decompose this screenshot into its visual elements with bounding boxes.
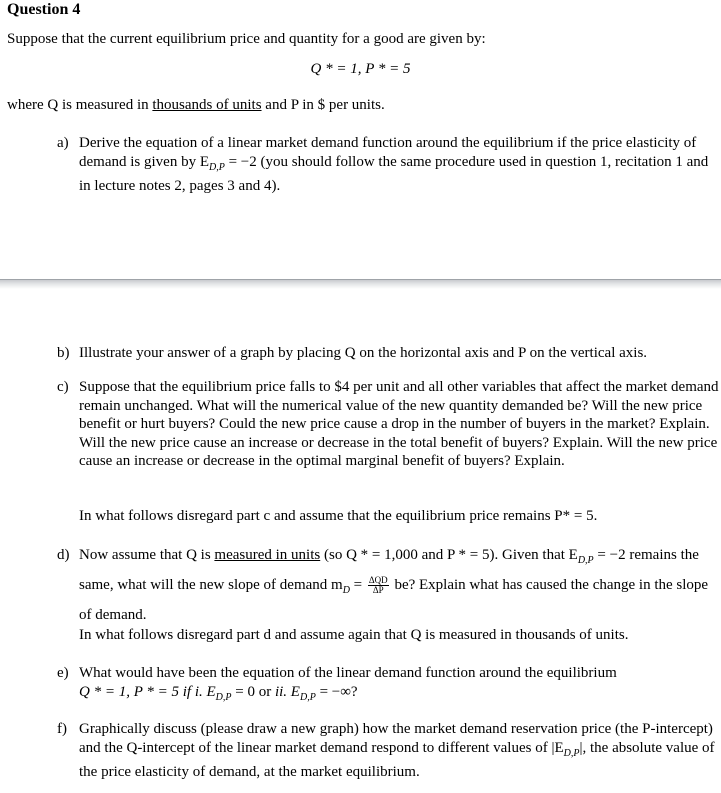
part-e-sub2: D,P bbox=[299, 691, 316, 703]
part-a-sub: D,P bbox=[208, 161, 225, 173]
part-d-underlined: measured in units bbox=[214, 547, 321, 563]
units-pre: where Q is measured in bbox=[7, 97, 153, 113]
part-d-text bbox=[79, 543, 719, 628]
units-underlined: thousands of units bbox=[152, 97, 262, 113]
part-f-body: Graphically discuss (please draw a new graph) how the market demand reservation price (the P-intercept) and the Q-intercept of the linear market demand respond to different values of |E bbox=[79, 721, 713, 756]
part-a-text bbox=[79, 134, 719, 196]
part-f-rest: |, the absolute value of the price elasticity of demand, at the market equilibrium. bbox=[79, 739, 715, 780]
part-a-body: Derive the equation of a linear market demand function around the equilibrium if the price elasticity of demand is given by E bbox=[79, 135, 697, 170]
part-e-case2: ii. E bbox=[274, 683, 300, 700]
delta-fraction bbox=[368, 576, 389, 595]
question-title: Question 4 bbox=[7, 1, 81, 18]
part-c-label: c) bbox=[57, 379, 69, 395]
part-e-case1b: = 0 or bbox=[231, 683, 275, 700]
part-e-label: e) bbox=[57, 665, 69, 681]
part-e-line2 bbox=[79, 683, 719, 708]
part-f-label: f) bbox=[57, 721, 67, 737]
part-d-sub2: D bbox=[342, 585, 350, 596]
part-e-eq: Q * = 1, P * = 5 if bbox=[79, 683, 195, 700]
part-d-label: d) bbox=[57, 547, 70, 563]
part-d-pre: Now assume that Q is bbox=[79, 547, 215, 563]
page-break bbox=[0, 280, 721, 289]
units-statement bbox=[7, 97, 385, 114]
part-c-text: Suppose that the equilibrium price falls to $4 per unit and all other variables that affect the market demand remain unchanged. What will the numerical value of the new quantity demanded be? Will the new price benefit or hurt buyers? Could the new price cause a drop in the number of buyers in the market? Explain. Will the new price cause an increase or decrease in the total benefit of buyers? Explain. Will the new price cause an increase or decrease in the optimal marginal benefit of buyers? Explain. bbox=[79, 379, 719, 469]
part-a-rest: = −2 (you should follow the same procedure used in question 1, recitation 1 and in lecture notes 2, pages 3 and 4). bbox=[79, 153, 709, 194]
part-d-sub: D,P bbox=[577, 555, 594, 566]
part-e-sub1: D,P bbox=[215, 691, 232, 703]
fraction-denominator: ΔP bbox=[372, 585, 384, 596]
part-f-sub: D,P bbox=[563, 747, 580, 759]
part-e-case1: i. E bbox=[194, 683, 216, 700]
part-b-label: b) bbox=[57, 345, 70, 361]
part-d-mid2: = −2 remains the same, what will the new slope of demand m bbox=[79, 547, 699, 593]
intro-text: Suppose that the current equilibrium price and quantity for a good are given by: bbox=[7, 31, 486, 47]
part-d-mid: (so Q * = 1,000 and P * = 5). Given that E bbox=[320, 547, 578, 563]
note-d: In what follows disregard part d and assume again that Q is measured in thousands of units. bbox=[79, 627, 629, 643]
part-d-post: be? Explain what has caused the change in the slope of demand. bbox=[79, 577, 709, 623]
note-c: In what follows disregard part c and assume that the equilibrium price remains P* = 5. bbox=[79, 508, 598, 524]
units-post: and P in $ per units. bbox=[261, 97, 385, 113]
fraction-numerator: ΔQD bbox=[368, 575, 388, 586]
part-e-text bbox=[79, 664, 719, 707]
part-b-text: Illustrate your answer of a graph by placing Q on the horizontal axis and P on the vertical axis. bbox=[79, 345, 648, 361]
part-a-label: a) bbox=[57, 135, 69, 151]
part-d-eq: = bbox=[349, 577, 366, 593]
part-f-text bbox=[79, 720, 719, 782]
equilibrium-equation: Q * = 1, P * = 5 bbox=[310, 61, 411, 77]
part-e-line1: What would have been the equation of the linear demand function around the equilibrium bbox=[79, 665, 617, 681]
part-e-case2b: = −∞? bbox=[315, 683, 358, 700]
